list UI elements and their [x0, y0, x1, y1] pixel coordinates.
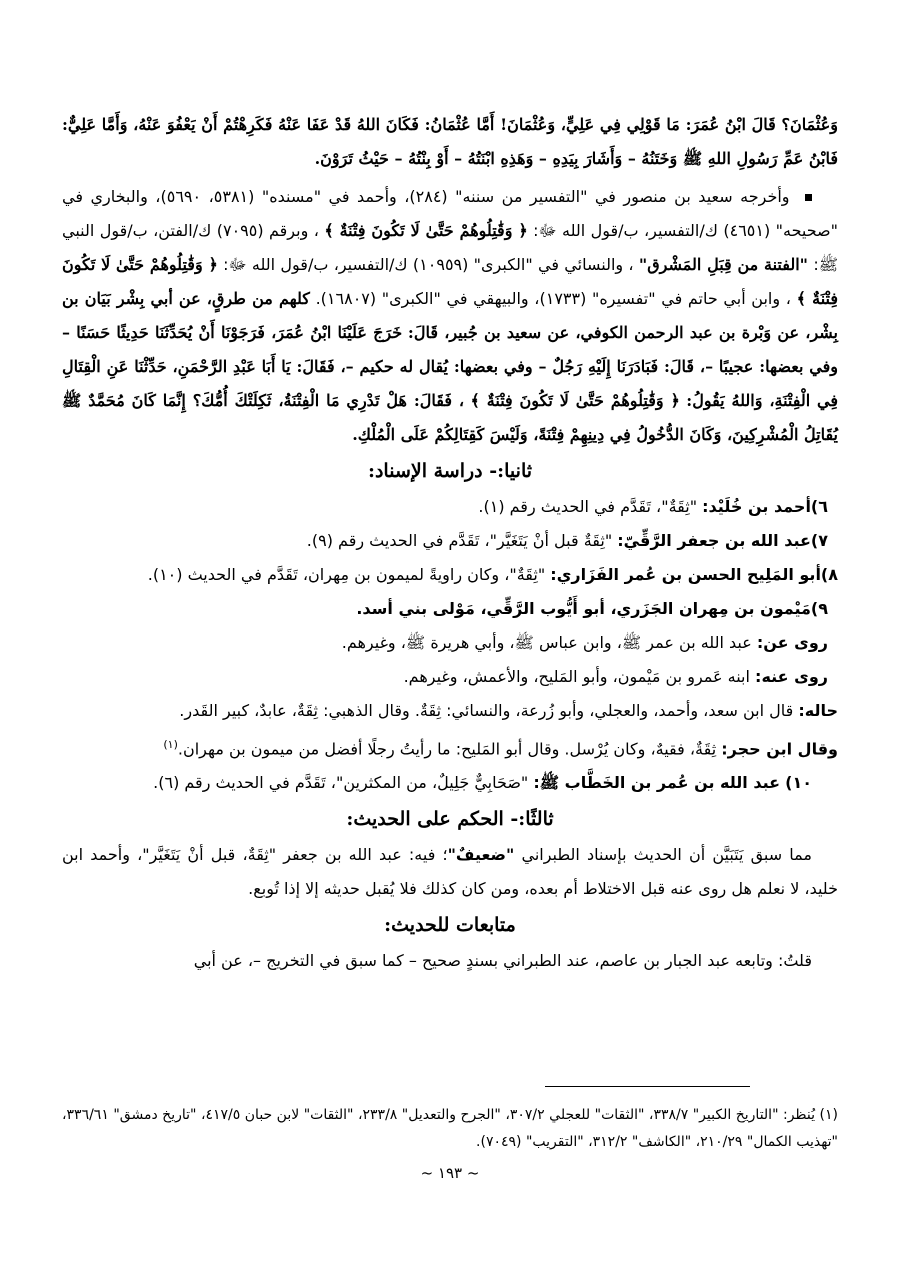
quran-verse: ﴿ وَقَٰتِلُوهُمْ حَتَّىٰ لَا تَكُونَ فِتْنَةٌ ﴾ [324, 221, 528, 240]
narrator-entry: ٦)أحمد بن خُلَيْد: "ثِقَةٌ"، تَقَدَّم في الحديث رقم (١). [478, 497, 828, 516]
hadith-text [62, 108, 838, 176]
section-heading-hukm: ثالثًا:- الحكم على الحديث: [346, 808, 554, 831]
page-number: ~ ١٩٣ ~ [420, 1164, 480, 1182]
isnad-chain: كلهم من طرقٍ، عن أبي بِشْر بَيَان بن بِشْر، عن وَبْرة بن عبد الرحمن الكوفي، عن سعيد بن جُبير، قَالَ: [62, 289, 839, 342]
hukm-paragraph: مما سبق يَتَبَيَّن أن الحديث بإسناد الطبراني "ضعيفٌ"؛ فيه: عبد الله بن جعفر "ثِقَةٌ، قبل أنْ يَتَغَيَّر"، وأحمد ابن خليد، لا نعلم هل روى عنه قبل الاختلاط أم بعده، ومن كان كذلك فلا يُقبل حديثه إلا إذا تُوبع. [62, 845, 838, 899]
hadith-line-1: وَعُثْمَانَ؟ قَالَ ابْنُ عُمَرَ: مَا قَوْلِي فِي عَلِيٍّ، وَعُثْمَانَ! أَمَّا عُثْمَانُ: فَكَانَ اللهُ قَدْ عَفَا عَنْهُ فَكَرِهْتُمْ أَنْ يَعْفُوَ عَنْهُ، وَأَمَّا عَلِيٌّ: فَابْنُ عَمِّ [62, 115, 838, 168]
footnote-divider [545, 1086, 750, 1087]
narrator-entry: ١٠) عبد الله بن عُمر بن الخَطَّاب ﷺ: "صَحَابِيٌّ جَلِيلٌ، من المكثرين"، تَقَدَّم في الحديث رقم (٦). [153, 773, 812, 793]
hadith-line-2: رَسُولِ اللهِ ﷺ وَخَتَنُهُ – وَأَشَارَ بِيَدِهِ – وَهَذِهِ ابْنَتُهُ – أَوْ بِنْتُهُ – حَيْثُ تَرَوْنَ. [314, 149, 778, 168]
footnote-marker[interactable]: (١) [163, 738, 178, 751]
narrator-entry: ٩)مَيْمون بن مِهران الجَزَري، أبو أَيُّوب الرَّقِّي، مَوْلى بني أسد. [356, 599, 828, 618]
mutabaat-paragraph: قلتُ: وتابعه عبد الجبار بن عاصم، عند الطبراني بسندٍ صحيح – كما سبق في التخريج –، عن أبي [193, 951, 812, 971]
ibn-hajar: وقال ابن حجر: ثِقَةٌ، فقيهٌ، وكان يُرْسل. وقال أبو المَليح: ما رأيتُ رجلًا أفضل من ميمون بن مهران.$^{(١)}$ [163, 738, 838, 759]
quran-verse: ﴿ وَقَٰتِلُوهُمْ حَتَّىٰ لَا تَكُونَ فِتْنَةٌ ﴾ [62, 255, 839, 308]
verdict-daif: "ضعيفٌ" [447, 845, 515, 865]
section-heading-mutabaat: متابعات للحديث: [384, 914, 516, 937]
hadith-quote: "الفتنة من قِبَلِ المَشْرق" [638, 255, 808, 274]
takhrij-paragraph: وأخرجه سعيد بن منصور في "التفسير من سننه" (٢٨٤)، وأحمد في "مسنده" (٥٣٨١، ٥٦٩٠)، والبخاري في "صحيحه" (٤٦٥١) ك/التفسير، ب/قول الله ﷻ: ﴿ وَقَٰتِلُوهُمْ حَتَّىٰ لَا تَكُونَ فِتْنَةٌ ﴾ ، وبرقم (٧٠٩٥) ك/الفتن، ب/قول النبي ﷺ: "الفتنة من قِبَلِ المَشْرق" ، والنسائي في "الكبرى" (١٠٩٥٩) ك/التفسير، ب/قول الله ﷻ: ﴿ وَقَٰتِلُوهُمْ حَتَّىٰ لَا تَكُونَ فِتْنَةٌ ﴾ ، وابن أبي حاتم في "تفسيره" (١٧٣٣)، والبيهقي في "الكبرى" (١٦٨٠٧). كلهم من طرقٍ، عن أبي بِشْر بَيَان بن بِشْر، عن وَبْرة بن عبد الرحمن الكوفي، عن سعيد بن جُبير، قَالَ: خَرَجَ عَلَيْنَا ابْنُ عُمَرَ، فَرَجَوْنَا أَنْ يُحَدِّثَنَا حَدِيثًا حَسَنًا – وفي بعضها: عجيبًا –، قَالَ: فَبَادَرَنَا إِلَيْهِ رَجُلٌ – وفي بعضها: يُقال له حكيم –، فَقَالَ: يَا أَبَا عَبْدِ الرَّحْمَنِ، حَدِّثْنَا عَنِ الْقِتَالِ فِي الْفِتْنَةِ، وَاللهُ يَقُولُ: ﴿ وَقَٰتِلُوهُمْ حَتَّىٰ لَا تَكُونَ فِتْنَةٌ ﴾ ، فَقَالَ: هَلْ تَدْرِي مَا الْفِتْنَةُ، ثَكِلَتْكَ أُمُّكَ؟ إِنَّمَا كَانَ مُحَمَّدٌ ﷺ يُقَاتِلُ الْمُشْرِكِينَ، وَكَانَ الدُّخُولُ فِي دِينِهِمْ فِتْنَةً، وَلَيْسَ كَقِتَالِكُمْ عَلَى الْمُلْكِ. [62, 187, 839, 444]
main-text [62, 108, 838, 978]
quran-verse: ﴿ وَقَٰتِلُوهُمْ حَتَّىٰ لَا تَكُونَ فِتْنَةٌ ﴾ [470, 391, 680, 410]
hadith-matn-end: ، فَقَالَ: هَلْ تَدْرِي مَا الْفِتْنَةُ، ثَكِلَتْكَ أُمُّكَ؟ إِنَّمَا كَانَ مُحَمَّدٌ ﷺ يُقَاتِلُ الْمُشْرِكِينَ، وَكَانَ الدُّخُولُ فِي دِينِهِمْ فِتْنَةً، وَلَيْسَ كَقِتَالِكُمْ عَلَى الْمُلْكِ. [62, 391, 838, 444]
hadith-matn: خَرَجَ عَلَيْنَا ابْنُ عُمَرَ، فَرَجَوْنَا أَنْ يُحَدِّثَنَا حَدِيثًا حَسَنًا – وفي بعضها: عجيبًا –، قَالَ: فَبَادَرَنَا إِلَيْهِ رَجُلٌ – وفي بعضها: يُقال له حكيم –، فَقَالَ: يَا أَبَا عَبْدِ الرَّحْمَنِ، حَدِّثْنَا عَنِ الْقِتَالِ فِي الْفِتْنَةِ، وَاللهُ يَقُولُ: [62, 323, 839, 410]
narrator-entry: ٨)أبو المَلِيح الحسن بن عُمر الفَزَاري: "ثِقَةٌ"، وكان راويةً لميمون بن مِهران، تَقَدَّم في الحديث (١٠). [147, 565, 838, 584]
section-heading-isnad: ثانيا:- دراسة الإسناد: [367, 460, 533, 482]
footnote: (١) يُنظر: "التاريخ الكبير" ٣٣٨/٧، "الثقات" للعجلي ٣٠٧/٢، "الجرح والتعديل" ٢٣٣/٨، "الثقات" لابن حبان ٤١٧/٥، "تاريخ دمشق" ٣٣٦/٦١، "تهذيب الكمال" ٢١٠/٢٩، "الكاشف" ٣١٢/٢، "التقريب" (٧٠٤٩). [62, 1107, 838, 1150]
rawa-anhu: روى عنه: ابنه عَمرو بن مَيْمون، وأبو المَليح، والأعمش، وغيرهم. [403, 667, 828, 686]
haluhu: حاله: قال ابن سعد، وأحمد، والعجلي، وأبو زُرعة، والنسائي: ثِقَةٌ. وقال الذهبي: ثِقَةٌ، عابدٌ، كبير القَدر. [179, 701, 838, 720]
rawa-an: روى عن: عبد الله بن عمر ﷺ، وابن عباس ﷺ، وأبي هريرة ﷺ، وغيرهم. [341, 633, 828, 652]
narrator-entry: ٧)عبد الله بن جعفر الرَّقِّيّ: "ثِقَةٌ قبل أنْ يَتَغَيَّر"، تَقَدَّم في الحديث رقم (٩). [306, 531, 828, 550]
square-bullet-icon [805, 194, 812, 201]
